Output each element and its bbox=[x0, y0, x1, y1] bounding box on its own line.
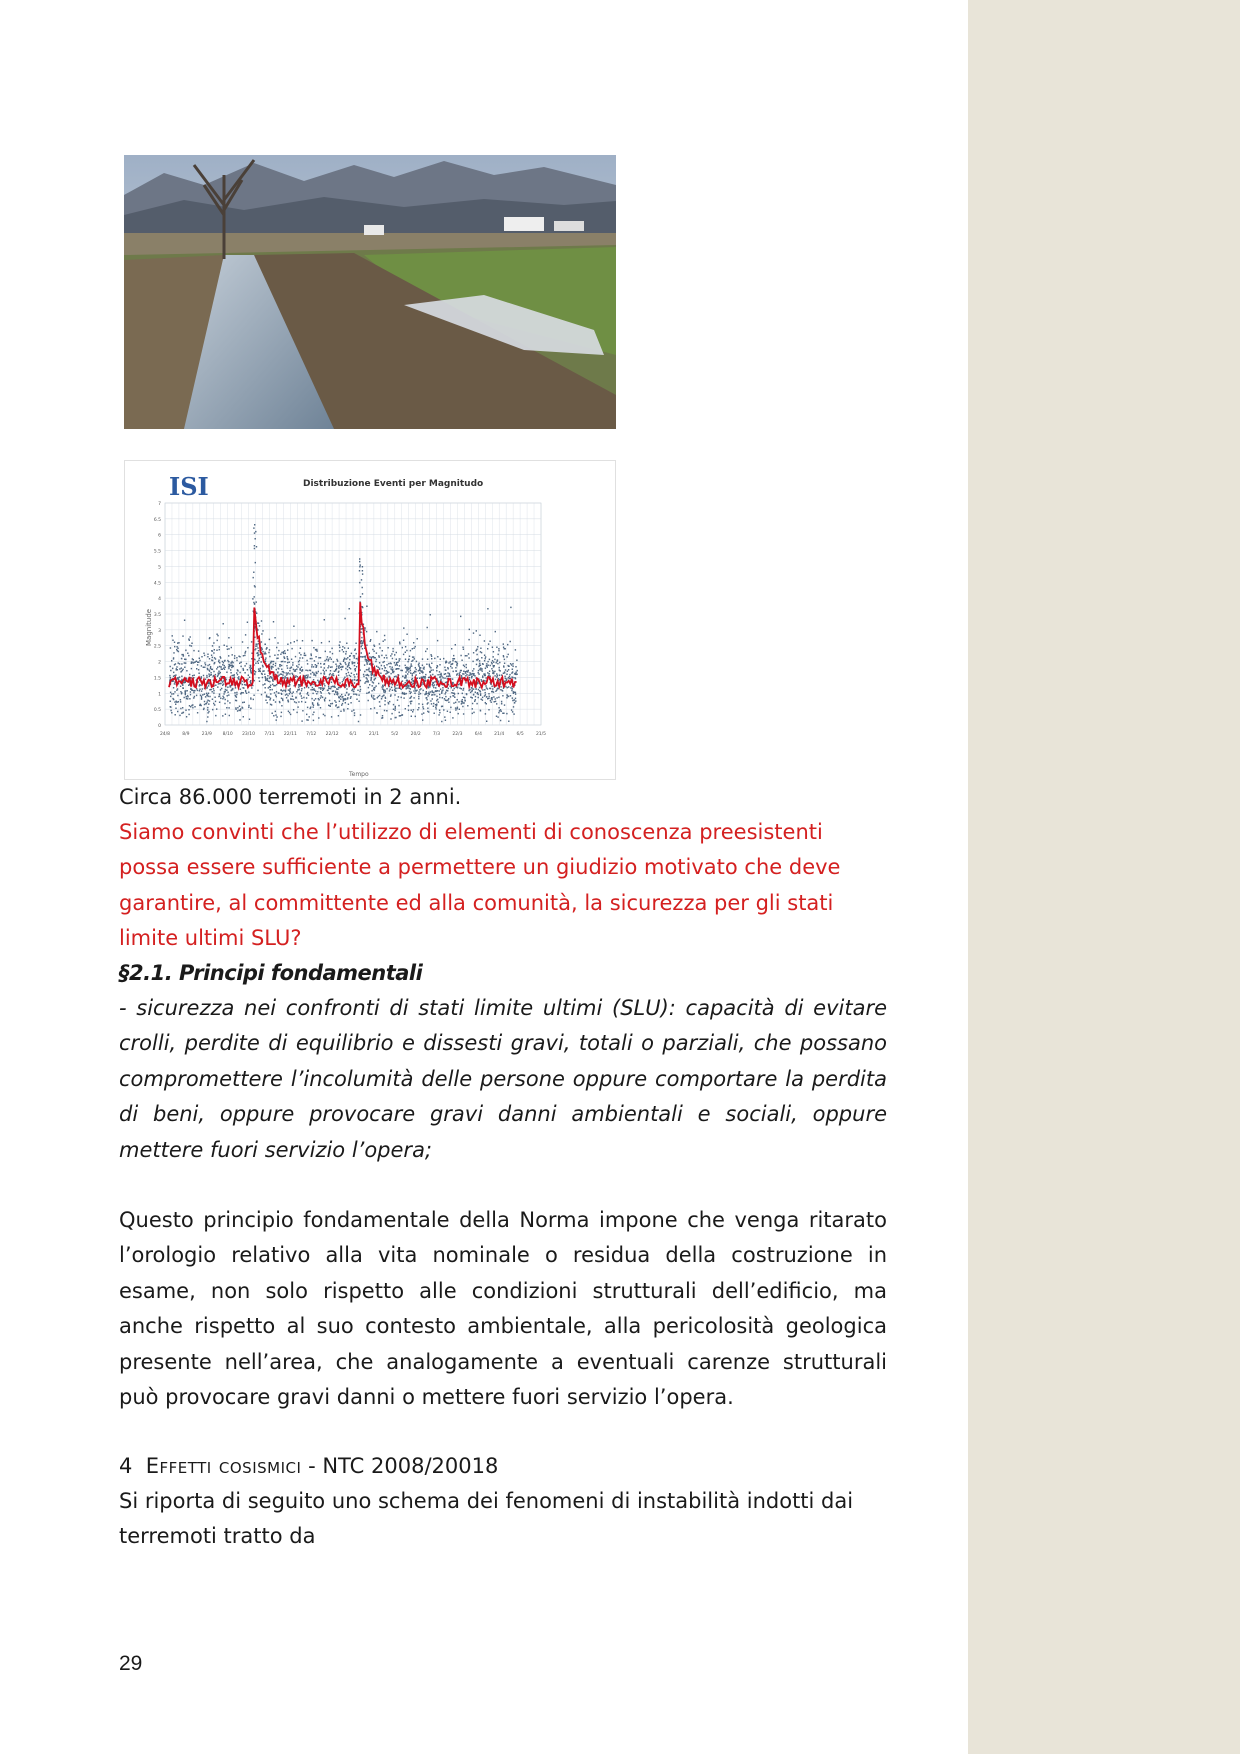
chart-x-tick: 7/3 bbox=[432, 732, 441, 737]
chart-y-tick: 2.5 bbox=[153, 644, 161, 650]
chart-x-tick: 7/12 bbox=[306, 732, 317, 737]
section-heading bbox=[119, 1449, 887, 1484]
chart-x-tick: 20/2 bbox=[410, 732, 421, 737]
landscape-photo bbox=[124, 155, 616, 429]
chart-y-tick: 3 bbox=[158, 628, 161, 634]
chart-x-tick: 8/10 bbox=[222, 732, 233, 737]
chart-x-tick: 22/3 bbox=[452, 732, 463, 737]
section-title-smallcaps: Effetti cosismici bbox=[145, 1454, 302, 1478]
chart-x-tick: 23/10 bbox=[242, 732, 256, 737]
chart-title: Distribuzione Eventi per Magnitudo bbox=[303, 479, 484, 489]
figure-caption: Circa 86.000 terremoti in 2 anni. bbox=[119, 785, 462, 809]
chart-y-tick: 4 bbox=[158, 597, 161, 603]
chart-y-tick: 1.5 bbox=[153, 676, 161, 682]
chart-x-tick: 5/2 bbox=[391, 732, 399, 737]
landscape-photo-icon bbox=[124, 155, 616, 429]
chart-x-tick: 21/5 bbox=[535, 732, 547, 737]
section-number: 4 bbox=[119, 1454, 133, 1478]
question-paragraph: Siamo convinti che l’utilizzo di elementi di conoscenza preesistenti possa essere sufficiente a permettere un giudizio motivato che deve garantire, al committente ed alla comunità, la sicurezza per gli stati limite ultimi SLU? bbox=[119, 820, 841, 951]
chart-y-tick: 0 bbox=[158, 724, 161, 729]
chart-x-tick: 6/5 bbox=[516, 732, 524, 737]
side-margin-band bbox=[968, 0, 1240, 1754]
chart-x-tick: 21/4 bbox=[494, 732, 505, 737]
chart-x-tick: 22/12 bbox=[325, 732, 339, 737]
chart-xlabel: Tempo bbox=[349, 771, 369, 778]
isi-logo: ISI bbox=[169, 472, 209, 501]
magnitude-chart bbox=[125, 461, 615, 779]
chart-x-tick: 21/1 bbox=[368, 732, 379, 737]
chart-x-tick: 6/4 bbox=[474, 732, 482, 737]
body-paragraph: Questo principio fondamentale della Norma impone che venga ritarato l’orologio relativo alla vita nominale o residua della costruzione in esame, non solo rispetto alle condizioni strutturali dell’edificio, ma anche rispetto al suo contesto ambientale, alla pericolosità geologica presente nell’area, che analogamente a eventuali carenze strutturali può provocare gravi danni o mettere fuori servizio l’opera. bbox=[119, 1208, 887, 1410]
chart-x-tick: 23/9 bbox=[201, 732, 212, 737]
chart-y-tick: 0.5 bbox=[153, 708, 161, 714]
norm-quote: - sicurezza nei confronti di stati limite ultimi (SLU): capacità di evitare crolli, perdite di equilibrio e dissesti gravi, totali o parziali, che possano compromettere l’incolumità delle persone oppure comportare la perdita di beni, oppure provocare gravi danni ambientali e sociali, oppure mettere fuori servizio l’opera; bbox=[119, 996, 887, 1162]
section-title-rest: - NTC 2008/20018 bbox=[301, 1454, 499, 1478]
chart-ylabel: Magnitude bbox=[145, 608, 153, 646]
chart-y-tick: 6 bbox=[158, 533, 161, 539]
chart-x-tick: 6/1 bbox=[349, 732, 357, 737]
chart-y-tick: 5 bbox=[158, 565, 161, 571]
chart-y-tick: 3.5 bbox=[153, 613, 161, 618]
page-number: 29 bbox=[119, 1652, 143, 1675]
chart-x-tick: 8/9 bbox=[182, 732, 190, 737]
chart-y-tick: 1 bbox=[158, 692, 161, 698]
chart-x-tick: 22/11 bbox=[283, 732, 297, 737]
intro-paragraph: Si riporta di seguito uno schema dei fenomeni di instabilità indotti dai terremoti tratto da bbox=[119, 1489, 854, 1549]
chart-y-tick: 6.5 bbox=[153, 517, 161, 523]
chart-x-tick: 7/11 bbox=[264, 732, 275, 737]
chart-y-tick: 2 bbox=[158, 660, 161, 666]
chart-x-tick: 24/8 bbox=[159, 732, 171, 737]
chart-y-tick: 4.5 bbox=[153, 581, 161, 587]
norm-heading: §2.1. Principi fondamentali bbox=[119, 961, 423, 985]
magnitude-chart-figure bbox=[124, 460, 616, 780]
chart-y-tick: 7 bbox=[158, 502, 161, 507]
chart-y-tick: 5.5 bbox=[153, 549, 161, 555]
